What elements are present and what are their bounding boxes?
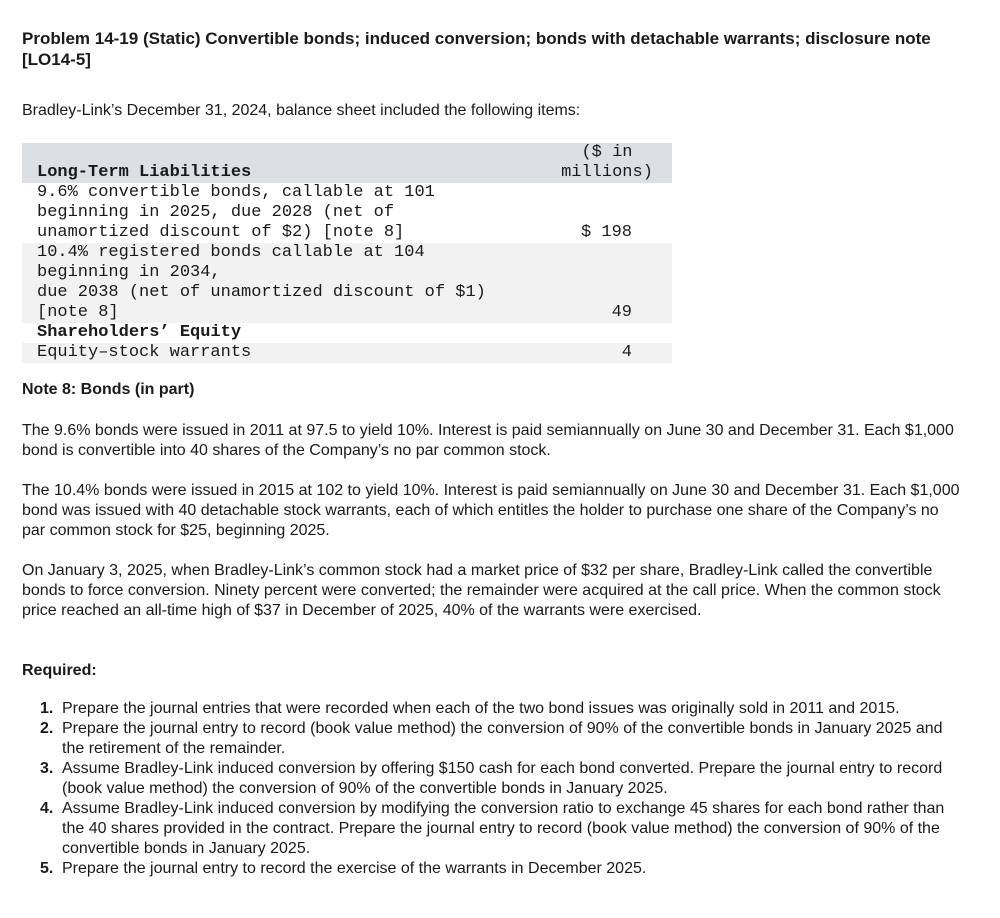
list-item: 5. Prepare the journal entry to record the exercise of the warrants in December 2025.	[40, 860, 647, 877]
problem-title: Problem 14-19 (Static) Convertible bonds; induced conversion; bonds with detachable warrants; disclosure note [LO14-5]	[22, 29, 931, 69]
table-header-row	[22, 143, 672, 183]
stock-warrants-amount: 4	[621, 343, 632, 362]
paragraph-convertible: The 9.6% bonds were issued in 2011 at 97.5 to yield 10%. Interest is paid semiannually on June 30 and December 31. Each $1,000 bond is convertible into 40 shares of the Company’s no par common stock.	[22, 422, 954, 459]
intro-text: Bradley-Link’s December 31, 2024, balance sheet included the following items:	[22, 102, 581, 119]
list-item: 2. Prepare the journal entry to record (book value method) the conversion of 90% of the convertible bonds in January 2025 and the retirement of the remainder.	[40, 720, 943, 757]
paragraph-conversion: On January 3, 2025, when Bradley-Link’s common stock had a market price of $32 per share, Bradley-Link called the convertible bonds to force conversion. Ninety percent were converted; the remainder were acquired at the call price. When the common stock price reached an all-time high of $37 in December of 2025, 40% of the warrants were exercised.	[22, 562, 941, 619]
note-title: Note 8: Bonds (in part)	[22, 381, 195, 398]
amount-column-header: ($ in millions)	[561, 143, 653, 182]
table-row-equity-heading	[22, 323, 672, 343]
registered-bonds-amount: 49	[611, 303, 632, 322]
table-row-convertible-bonds: 9.6% convertible bonds, callable at 101 beginning in 2025, due 2028 (net of unamortized discount of $2) [note 8] $ 198	[22, 183, 672, 243]
table-row-stock-warrants: Equity–stock warrants 4	[22, 343, 672, 363]
shareholders-equity-heading: Shareholders’ Equity	[37, 323, 242, 342]
list-item: 1. Prepare the journal entries that were recorded when each of the two bond issues was originally sold in 2011 and 2015.	[40, 700, 900, 717]
required-label: Required:	[22, 662, 97, 679]
convertible-bonds-amount: $ 198	[580, 223, 632, 242]
list-item: 3. Assume Bradley-Link induced conversion by offering $150 cash for each bond converted. Prepare the journal entry to record (book value method) the conversion of 90% of the convertible bonds in January 2025.	[40, 760, 943, 797]
required-list	[40, 699, 960, 879]
balance-sheet-table	[22, 143, 672, 363]
long-term-liabilities-heading: Long-Term Liabilities	[37, 163, 252, 182]
list-item: 4. Assume Bradley-Link induced conversion by modifying the conversion ratio to exchange 45 shares for each bond rather than the 40 shares provided in the contract. Prepare the journal entry to record (book value method) the conversion of 90% of the convertible bonds in January 2025.	[40, 800, 945, 857]
paragraph-registered: The 10.4% bonds were issued in 2015 at 102 to yield 10%. Interest is paid semiannually on June 30 and December 31. Each $1,000 bond was issued with 40 detachable stock warrants, each of which entitles the holder to purchase one share of the Company’s no par common stock for $25, beginning 2025.	[22, 482, 960, 539]
table-row-registered-bonds: 10.4% registered bonds callable at 104 beginning in 2034, due 2038 (net of unamortized discount of $1) [note 8] 49	[22, 243, 672, 323]
